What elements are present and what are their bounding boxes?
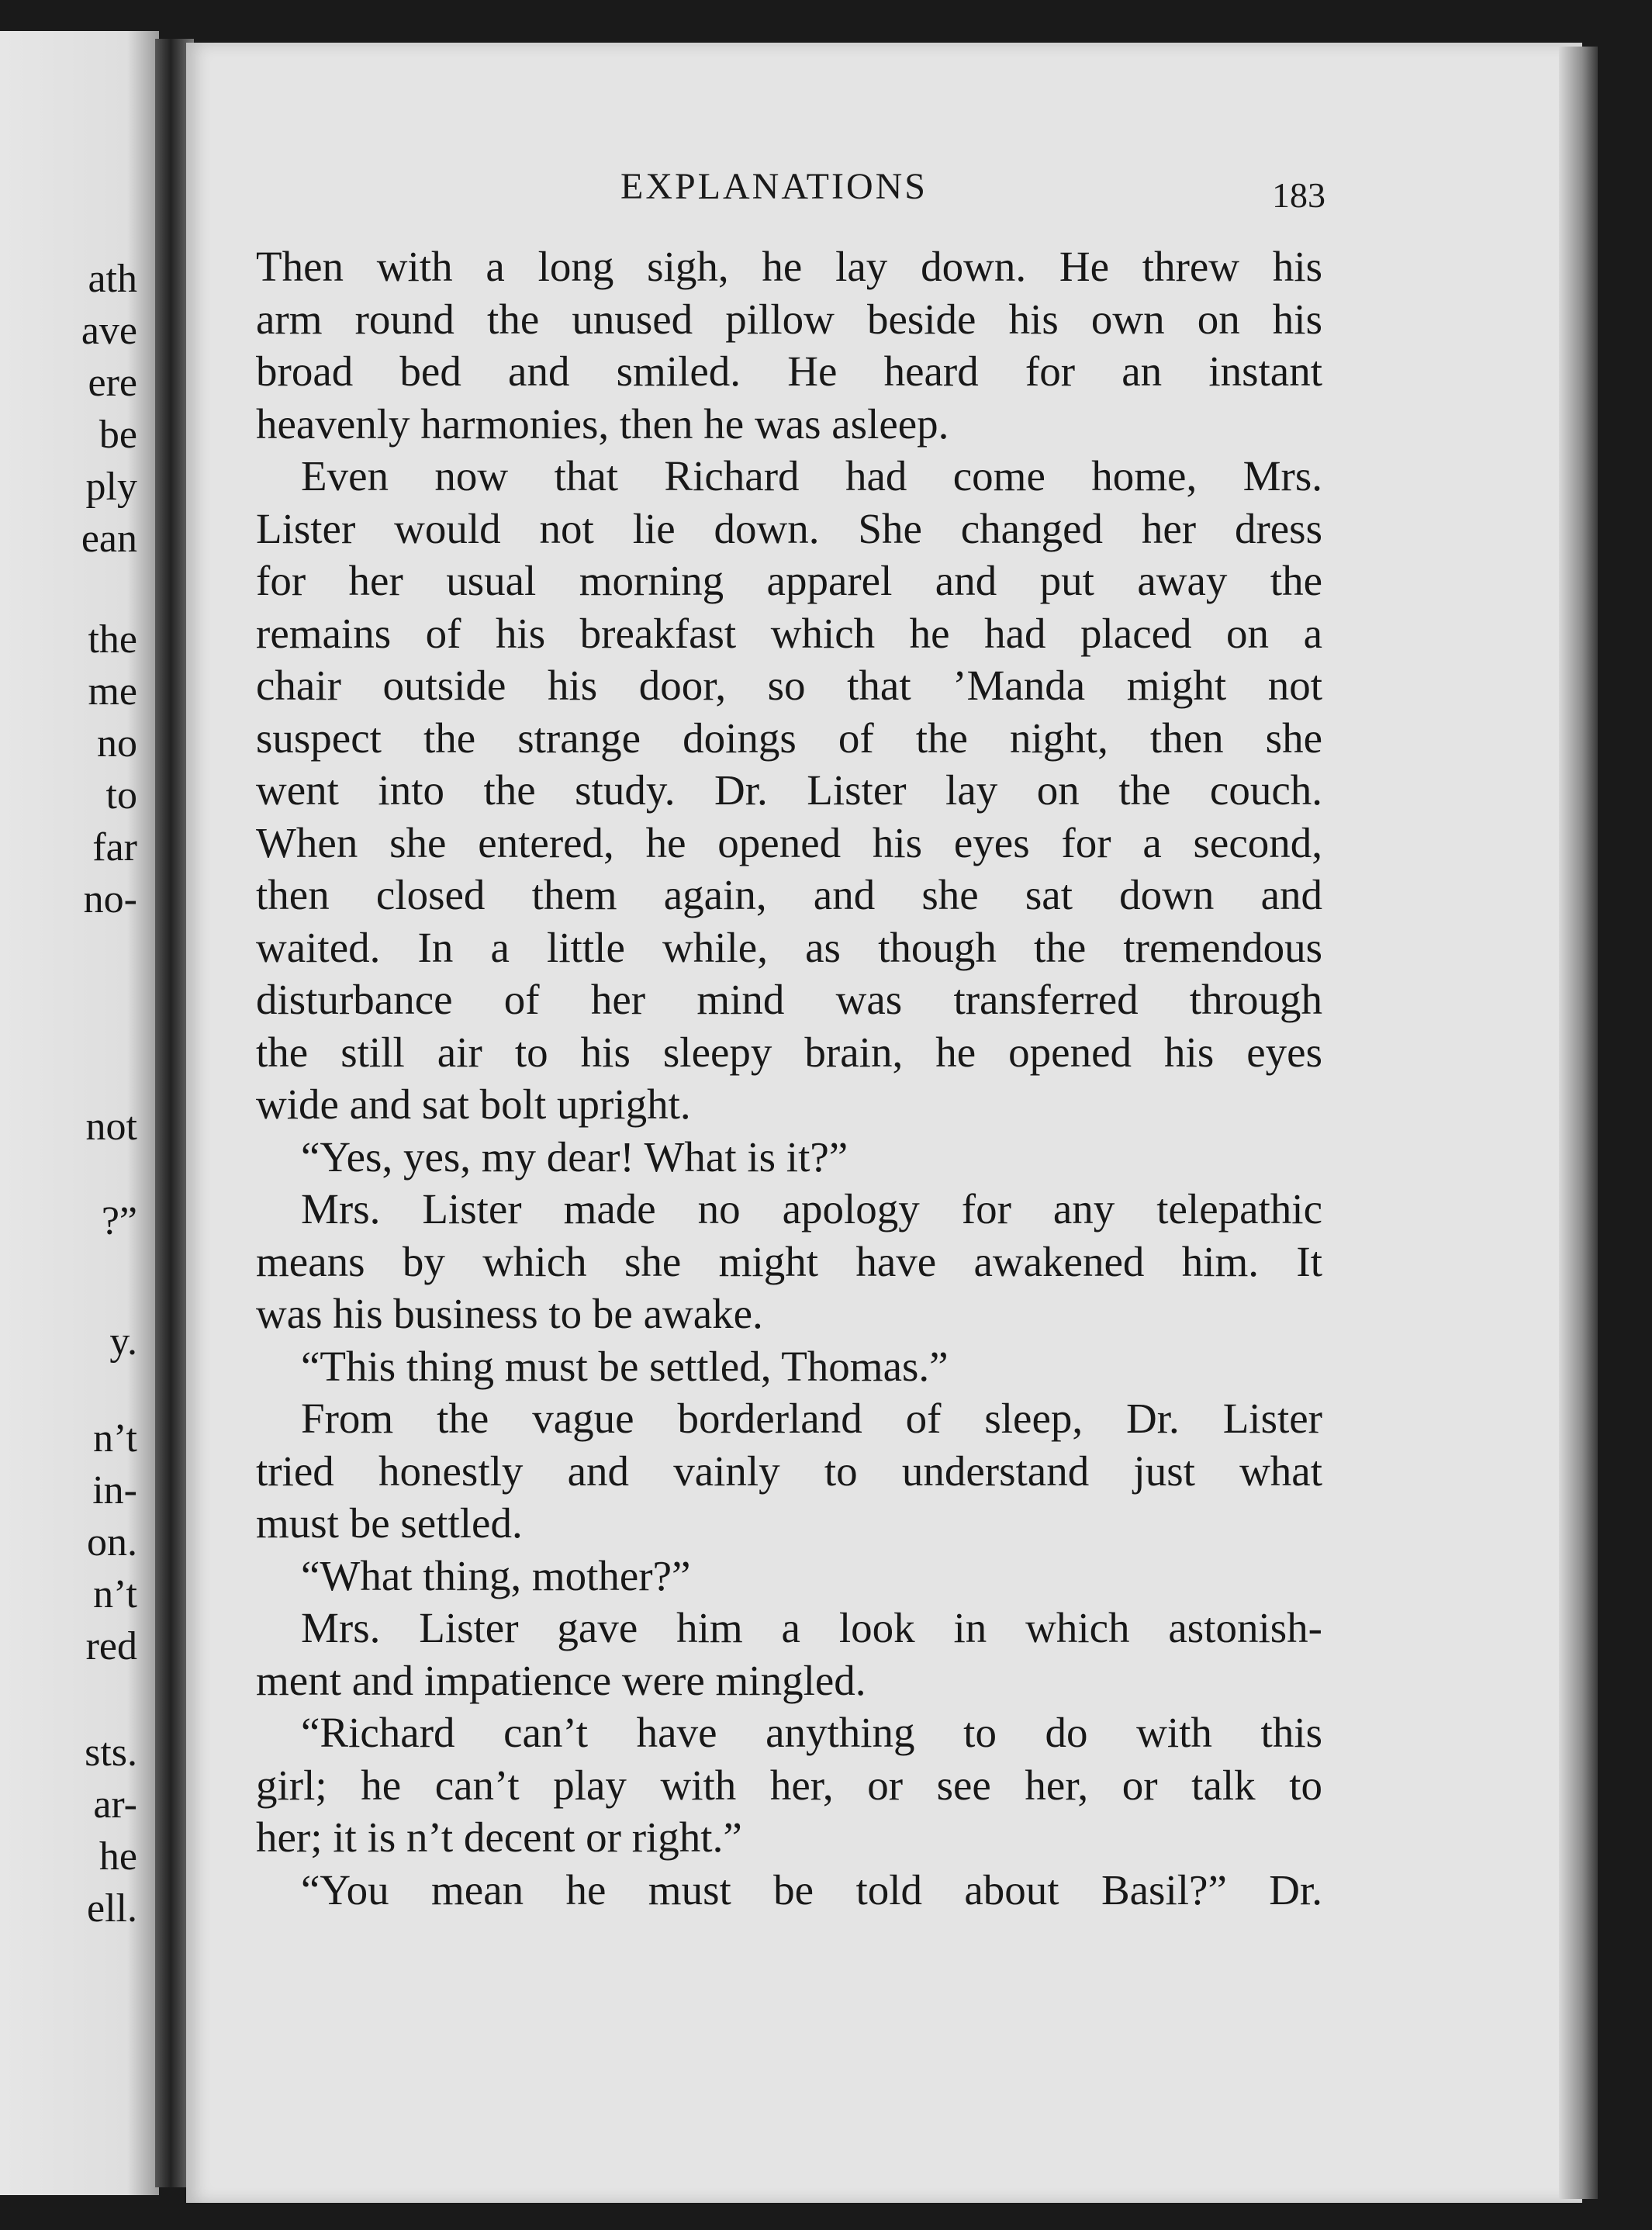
text-line: waited. In a little while, as though the tremendous	[256, 923, 1322, 971]
text-line: the still air to his sleepy brain, he opened his eyes	[256, 1028, 1322, 1076]
left-fragment: ath	[88, 257, 137, 301]
text-line: means by which she might have awakened him. It	[256, 1237, 1322, 1285]
left-fragment: ply	[85, 465, 137, 509]
text-line: “This thing must be settled, Thomas.”	[301, 1342, 949, 1390]
text-line: must be settled.	[256, 1499, 523, 1547]
text-line: for her usual morning apparel and put away the	[256, 557, 1322, 604]
left-fragment: ell.	[87, 1886, 137, 1931]
text-line: “Yes, yes, my dear! What is it?”	[301, 1132, 848, 1181]
text-line: “You mean he must be told about Basil?” Dr.	[301, 1865, 1322, 1914]
text-line: disturbance of her mind was transferred through	[256, 976, 1322, 1023]
text-line: was his business to be awake.	[256, 1290, 763, 1337]
left-fragment: on.	[87, 1520, 137, 1564]
text-line: “What thing, mother?”	[301, 1551, 691, 1599]
left-fragment: be	[98, 413, 137, 457]
running-header: EXPLANATIONS	[620, 166, 928, 207]
left-fragment: ere	[88, 361, 137, 405]
page-edge	[1559, 47, 1598, 2199]
left-fragment: no	[97, 721, 137, 766]
text-line: wide and sat bolt upright.	[256, 1080, 691, 1128]
text-line: went into the study. Dr. Lister lay on the couch.	[256, 766, 1322, 814]
text-line: Mrs. Lister made no apology for any telepathic	[301, 1185, 1322, 1233]
left-fragment: no-	[83, 877, 137, 921]
text-line: When she entered, he opened his eyes for a second,	[256, 818, 1322, 866]
text-line: Mrs. Lister gave him a look in which astonish-	[301, 1604, 1322, 1651]
left-fragment: red	[85, 1624, 137, 1668]
text-line: suspect the strange doings of the night, then she	[256, 714, 1322, 762]
text-line: From the vague borderland of sleep, Dr. Lister	[301, 1395, 1322, 1442]
left-fragment: y.	[109, 1319, 137, 1364]
left-fragment: he	[98, 1834, 137, 1879]
left-fragment: in-	[92, 1468, 137, 1513]
text-line: then closed them again, and she sat down and	[256, 871, 1322, 918]
left-fragment: me	[88, 669, 137, 714]
left-fragment: n’t	[93, 1416, 137, 1461]
text-line: chair outside his door, so that ’Manda might not	[256, 662, 1322, 709]
left-facing-page	[0, 31, 159, 2195]
left-fragment: ar-	[93, 1782, 137, 1827]
left-fragment: far	[92, 825, 137, 870]
text-line: broad bed and smiled. He heard for an instant	[256, 347, 1322, 395]
left-fragment: n’t	[93, 1572, 137, 1616]
page-number: 183	[1272, 175, 1325, 215]
text-line: ment and impatience were mingled.	[256, 1656, 866, 1704]
left-fragment: ave	[81, 309, 137, 353]
left-fragment: the	[88, 617, 137, 662]
text-line: Even now that Richard had come home, Mrs.	[301, 452, 1322, 500]
text-line: Then with a long sigh, he lay down. He threw his	[256, 243, 1322, 290]
text-line: her; it is n’t decent or right.”	[256, 1813, 742, 1861]
left-fragment: not	[85, 1105, 137, 1149]
text-line: Lister would not lie down. She changed her dress	[256, 504, 1322, 552]
left-fragment: ?”	[101, 1199, 137, 1243]
left-fragment: to	[105, 773, 137, 818]
left-fragment: sts.	[85, 1730, 137, 1775]
text-line: “Richard can’t have anything to do with this	[301, 1709, 1322, 1756]
text-line: girl; he can’t play with her, or see her, or talk to	[256, 1761, 1322, 1809]
text-line: remains of his breakfast which he had placed on a	[256, 609, 1322, 657]
page-body	[256, 240, 1322, 1916]
left-fragment: ean	[81, 517, 137, 561]
text-line: arm round the unused pillow beside his own on his	[256, 295, 1322, 343]
text-line: tried honestly and vainly to understand just what	[256, 1447, 1322, 1495]
text-line: heavenly harmonies, then he was asleep.	[256, 399, 949, 448]
